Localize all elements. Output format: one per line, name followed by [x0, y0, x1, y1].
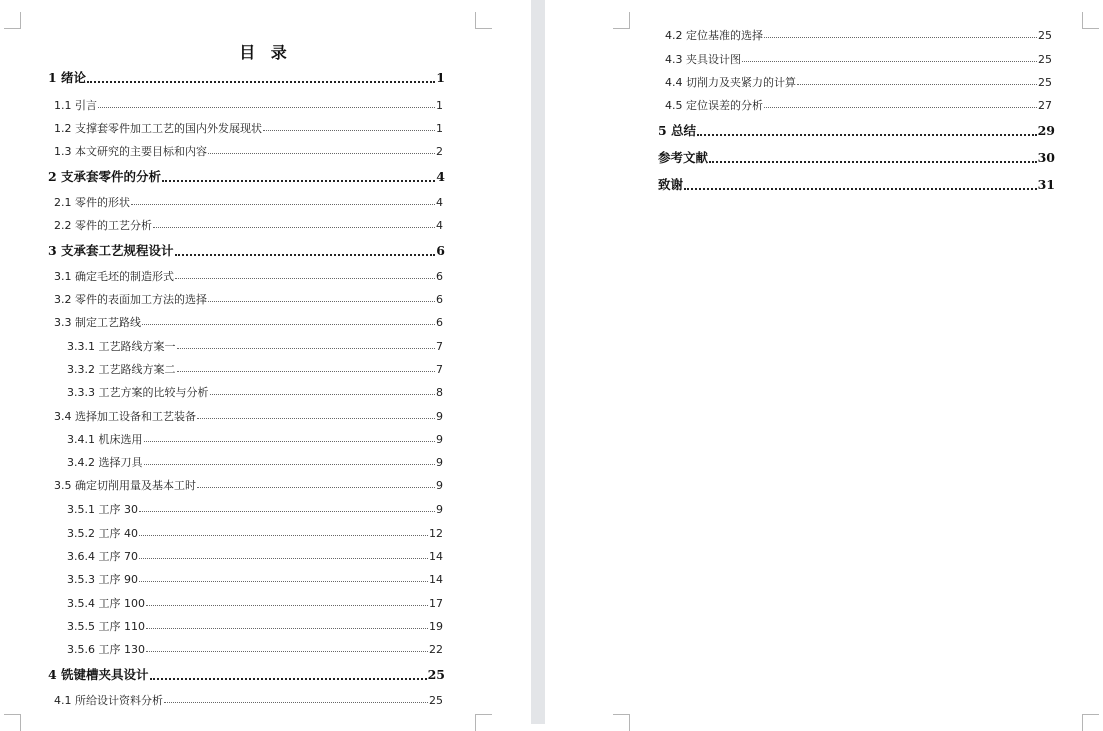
toc-entry-page: 1: [436, 70, 445, 85]
toc-entry-page: 12: [429, 527, 443, 540]
toc-entry-page: 4: [436, 219, 443, 232]
toc-entry-page: 25: [1038, 76, 1052, 89]
toc-entry[interactable]: [48, 171, 445, 184]
toc-entry[interactable]: [67, 364, 443, 375]
toc-leader-dots: [764, 37, 1037, 38]
toc-entry-page: 4: [436, 169, 445, 184]
toc-entry-label: 4 铣键槽夹具设计: [48, 667, 149, 682]
toc-entry-label: 3 支承套工艺规程设计: [48, 243, 174, 258]
toc-entry-page: 2: [436, 145, 443, 158]
toc-entry[interactable]: [54, 294, 443, 305]
toc-entry-label: 1 绪论: [48, 70, 87, 85]
toc-entry[interactable]: [54, 123, 443, 134]
toc-entry[interactable]: [665, 100, 1052, 111]
toc-entry-page: 25: [429, 694, 443, 707]
toc-entry-page: 9: [436, 410, 443, 423]
toc-leader-dots: [177, 348, 436, 349]
toc-entry-label: 3.2 零件的表面加工方法的选择: [54, 293, 207, 306]
toc-leader-dots: [139, 535, 428, 536]
toc-leader-dots: [87, 81, 435, 83]
toc-entry-page: 1: [436, 99, 443, 112]
toc-leader-dots: [684, 188, 1037, 190]
document-page-right: [545, 0, 1103, 724]
toc-entry-label: 5 总结: [658, 123, 697, 138]
toc-leader-dots: [197, 487, 435, 488]
toc-entry-label: 致谢: [658, 177, 684, 192]
toc-entry-label: 3.4 选择加工设备和工艺装备: [54, 410, 196, 423]
toc-entry-label: 1.2 支撑套零件加工工艺的国内外发展现状: [54, 122, 262, 135]
toc-entry[interactable]: [67, 598, 443, 609]
toc-entry-page: 6: [436, 316, 443, 329]
toc-entry-label: 3.4.2 选择刀具: [67, 456, 143, 469]
toc-entry-label: 3.5 确定切削用量及基本工时: [54, 479, 196, 492]
toc-entry-label: 3.5.6 工序 130: [67, 643, 145, 656]
toc-entry-label: 参考文献: [658, 150, 709, 165]
toc-entry-label: 4.3 夹具设计图: [665, 53, 741, 66]
toc-leader-dots: [150, 678, 427, 680]
toc-entry[interactable]: [48, 245, 445, 258]
toc-entry[interactable]: [54, 317, 443, 328]
toc-entry[interactable]: [67, 457, 443, 468]
toc-entry-label: 2.1 零件的形状: [54, 196, 130, 209]
toc-leader-dots: [164, 702, 428, 703]
toc-leader-dots: [208, 153, 435, 154]
toc-entry[interactable]: [54, 411, 443, 422]
toc-leader-dots: [177, 371, 436, 372]
toc-entry[interactable]: [665, 54, 1052, 65]
toc-leader-dots: [144, 464, 436, 465]
toc-entry-label: 3.3.2 工艺路线方案二: [67, 363, 176, 376]
toc-entry[interactable]: [54, 100, 443, 111]
toc-entry-label: 4.4 切削力及夹紧力的计算: [665, 76, 796, 89]
toc-entry[interactable]: [54, 220, 443, 231]
toc-entry-page: 7: [436, 340, 443, 353]
toc-entry[interactable]: [54, 146, 443, 157]
toc-entry-label: 3.3.1 工艺路线方案一: [67, 340, 176, 353]
toc-entry-page: 6: [436, 270, 443, 283]
toc-entry[interactable]: [665, 30, 1052, 41]
toc-list-right: [545, 0, 1103, 724]
toc-entry-label: 3.5.1 工序 30: [67, 503, 138, 516]
toc-leader-dots: [175, 254, 436, 256]
toc-leader-dots: [742, 61, 1037, 62]
page-gutter: [531, 0, 545, 724]
toc-entry[interactable]: [67, 387, 443, 398]
toc-entry-page: 6: [436, 293, 443, 306]
toc-entry-label: 3.5.2 工序 40: [67, 527, 138, 540]
toc-entry-page: 14: [429, 573, 443, 586]
toc-entry[interactable]: [54, 197, 443, 208]
toc-entry-page: 27: [1038, 99, 1052, 112]
toc-leader-dots: [175, 278, 435, 279]
toc-leader-dots: [197, 418, 435, 419]
toc-entry-label: 2.2 零件的工艺分析: [54, 219, 152, 232]
toc-entry[interactable]: [658, 152, 1055, 165]
toc-entry[interactable]: [67, 528, 443, 539]
toc-leader-dots: [146, 628, 428, 629]
toc-entry[interactable]: [67, 504, 443, 515]
toc-leader-dots: [146, 605, 428, 606]
toc-leader-dots: [139, 581, 428, 582]
toc-entry-page: 25: [427, 667, 445, 682]
toc-entry-page: 29: [1037, 123, 1055, 138]
toc-entry-page: 1: [436, 122, 443, 135]
toc-entry-label: 3.4.1 机床选用: [67, 433, 143, 446]
toc-entry-page: 14: [429, 550, 443, 563]
toc-leader-dots: [139, 558, 428, 559]
toc-leader-dots: [208, 301, 435, 302]
toc-leader-dots: [210, 394, 436, 395]
toc-leader-dots: [139, 511, 435, 512]
toc-leader-dots: [709, 161, 1037, 163]
toc-entry[interactable]: [48, 72, 445, 85]
toc-entry[interactable]: [54, 480, 443, 491]
toc-entry-page: 7: [436, 363, 443, 376]
toc-leader-dots: [797, 84, 1037, 85]
toc-entry[interactable]: [67, 621, 443, 632]
toc-entry-page: 9: [436, 433, 443, 446]
toc-entry[interactable]: [665, 77, 1052, 88]
toc-entry-page: 17: [429, 597, 443, 610]
toc-entry-label: 1.1 引言: [54, 99, 97, 112]
toc-entry-page: 22: [429, 643, 443, 656]
toc-entry[interactable]: [54, 271, 443, 282]
toc-entry-label: 3.5.4 工序 100: [67, 597, 145, 610]
toc-entry-label: 4.2 定位基准的选择: [665, 29, 763, 42]
toc-leader-dots: [98, 107, 435, 108]
document-page-left: [0, 0, 531, 724]
toc-entry-label: 3.3.3 工艺方案的比较与分析: [67, 386, 209, 399]
toc-leader-dots: [144, 441, 436, 442]
toc-entry[interactable]: [67, 644, 443, 655]
toc-entry[interactable]: [54, 695, 443, 706]
toc-list-left: [0, 0, 531, 724]
toc-entry[interactable]: [67, 434, 443, 445]
toc-entry-label: 3.1 确定毛坯的制造形式: [54, 270, 174, 283]
toc-entry-label: 3.6.4 工序 70: [67, 550, 138, 563]
toc-entry-label: 3.5.5 工序 110: [67, 620, 145, 633]
toc-entry-page: 6: [436, 243, 445, 258]
toc-entry-label: 4.1 所给设计资料分析: [54, 694, 163, 707]
toc-entry-page: 30: [1037, 150, 1055, 165]
toc-leader-dots: [697, 134, 1037, 136]
toc-entry[interactable]: [67, 551, 443, 562]
toc-leader-dots: [142, 324, 435, 325]
toc-entry-page: 9: [436, 456, 443, 469]
toc-entry-page: 25: [1038, 53, 1052, 66]
toc-leader-dots: [153, 227, 435, 228]
toc-entry-page: 9: [436, 479, 443, 492]
toc-entry[interactable]: [658, 179, 1055, 192]
toc-leader-dots: [764, 107, 1037, 108]
toc-leader-dots: [131, 204, 435, 205]
toc-entry-page: 9: [436, 503, 443, 516]
toc-entry-page: 4: [436, 196, 443, 209]
toc-entry-label: 3.5.3 工序 90: [67, 573, 138, 586]
toc-leader-dots: [263, 130, 435, 131]
toc-entry-page: 31: [1037, 177, 1055, 192]
toc-title: 目 录: [239, 43, 292, 62]
toc-entry[interactable]: [67, 341, 443, 352]
toc-entry-label: 4.5 定位误差的分析: [665, 99, 763, 112]
toc-entry[interactable]: [67, 574, 443, 585]
toc-entry-label: 3.3 制定工艺路线: [54, 316, 141, 329]
toc-entry-label: 1.3 本文研究的主要目标和内容: [54, 145, 207, 158]
toc-entry[interactable]: [658, 125, 1055, 138]
toc-entry[interactable]: [48, 669, 445, 682]
toc-entry-page: 19: [429, 620, 443, 633]
toc-entry-label: 2 支承套零件的分析: [48, 169, 162, 184]
toc-leader-dots: [146, 651, 428, 652]
toc-entry-page: 8: [436, 386, 443, 399]
toc-leader-dots: [162, 180, 435, 182]
toc-entry-page: 25: [1038, 29, 1052, 42]
